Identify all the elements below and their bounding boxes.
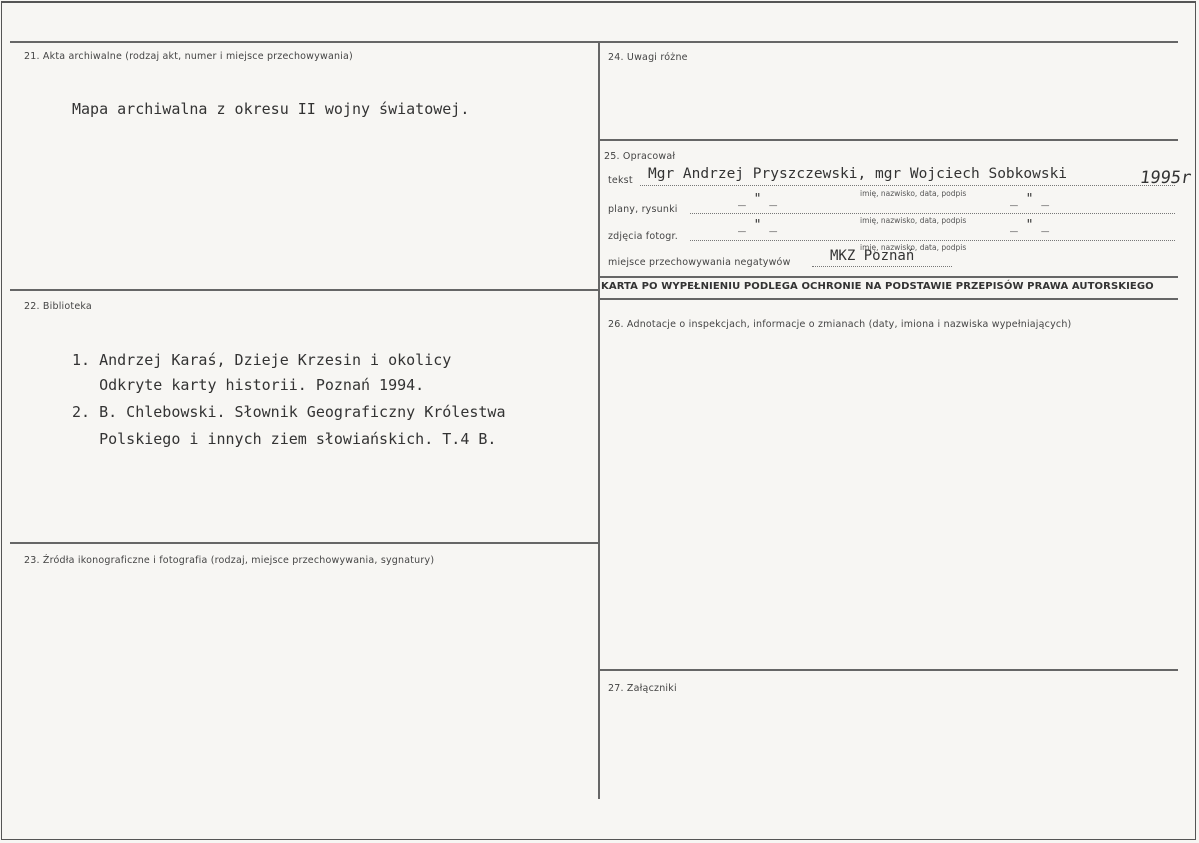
- miejsce-line: [812, 266, 952, 267]
- section-22-label: 22. Biblioteka: [24, 301, 92, 312]
- bibliography-line-3: 2. B. Chlebowski. Słownik Geograficzny Królestwa: [72, 403, 506, 421]
- miejsce-value: MKZ Poznań: [830, 248, 915, 264]
- divider-21-22: [10, 289, 600, 291]
- copyright-notice: KARTA PO WYPEŁNIENIU PODLEGA OCHRONIE NA PODSTAWIE PRZEPISÓW PRAWA AUTORSKIEGO: [601, 281, 1154, 292]
- divider-26-27: [600, 669, 1178, 671]
- zdjecia-label: zdjęcia fotogr.: [608, 231, 678, 242]
- plany-label: plany, rysunki: [608, 204, 678, 215]
- divider-22-23: [10, 542, 600, 544]
- tekst-value: Mgr Andrzej Pryszczewski, mgr Wojciech Sobkowski: [648, 166, 1068, 182]
- section-26-label: 26. Adnotacje o inspekcjach, informacje o zmianach (daty, imiona i nazwiska wypełniających): [608, 319, 1072, 330]
- section-24-label: 24. Uwagi różne: [608, 52, 688, 63]
- divider-notice-bottom: [600, 298, 1178, 300]
- tekst-label: tekst: [608, 175, 633, 186]
- zdjecia-ditto-left: _ " _: [738, 218, 778, 233]
- tekst-line: [640, 185, 1175, 186]
- zdjecia-line: [690, 240, 1175, 241]
- caption-3-right: imię, nazwisko, data, podpis: [860, 243, 967, 252]
- section-21-label: 21. Akta archiwalne (rodzaj akt, numer i miejsce przechowywania): [24, 51, 353, 62]
- top-rule: [10, 41, 1178, 43]
- miejsce-label: miejsce przechowywania negatywów: [608, 257, 791, 268]
- bibliography-line-2: Odkryte karty historii. Poznań 1994.: [72, 376, 425, 394]
- plany-ditto-left: _ " _: [738, 192, 778, 207]
- center-divider: [598, 41, 600, 799]
- bibliography-line-1: 1. Andrzej Karaś, Dzieje Krzesin i okolicy: [72, 351, 452, 369]
- section-25-label: 25. Opracował: [604, 151, 676, 162]
- divider-24-25: [600, 139, 1178, 141]
- zdjecia-ditto-right: _ " _: [1010, 218, 1050, 233]
- caption-1-right: imię, nazwisko, data, podpis: [860, 189, 967, 198]
- year-handwritten: 1995r: [1138, 168, 1193, 188]
- plany-line: [690, 213, 1175, 214]
- section-27-label: 27. Załączniki: [608, 683, 677, 694]
- plany-ditto-right: _ " _: [1010, 192, 1050, 207]
- section-23-label: 23. Źródła ikonograficzne i fotografia (rodzaj, miejsce przechowywania, sygnatury): [24, 555, 435, 566]
- divider-notice-top: [600, 276, 1178, 278]
- bibliography-line-4: Polskiego i innych ziem słowiańskich. T.4 B.: [72, 430, 497, 448]
- caption-2-right: imię, nazwisko, data, podpis: [860, 216, 967, 225]
- section-21-content: Mapa archiwalna z okresu II wojny światowej.: [72, 100, 470, 118]
